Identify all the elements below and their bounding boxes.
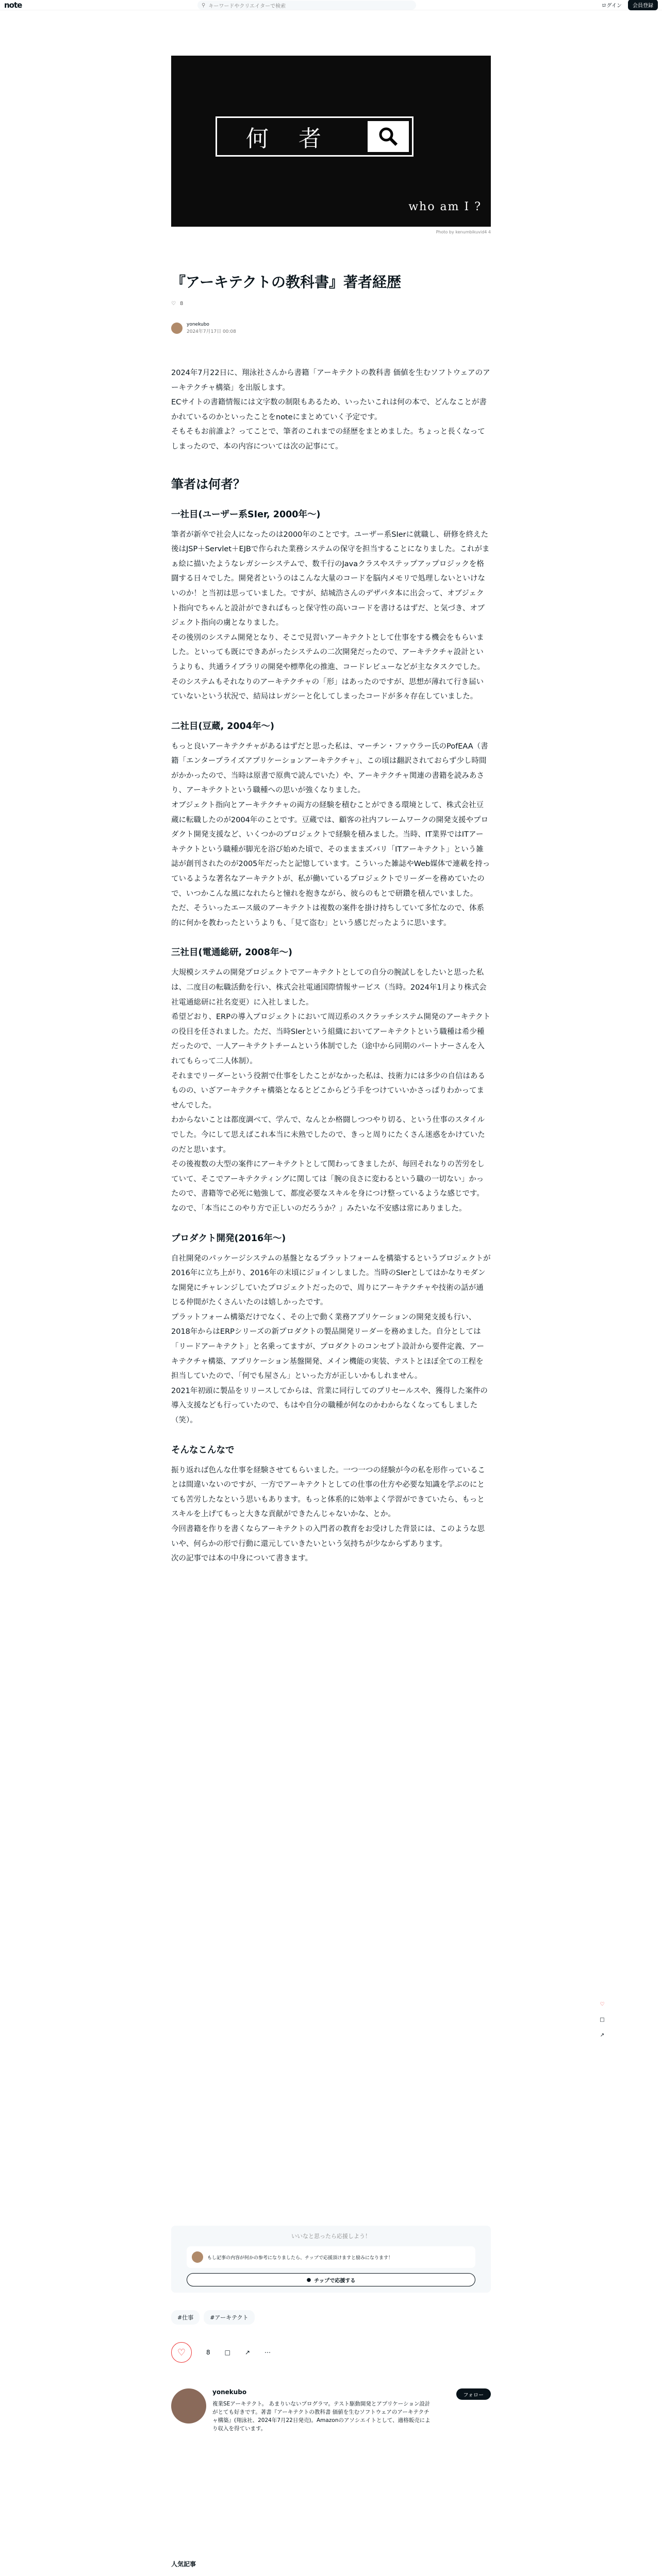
paragraph: その後別のシステム開発となり、そこで見習いアーキテクトとして仕事をする機会をもらいました。といっても既にできあがったシステムの二次開発だったので、アーキテクチャ設計というよりも、共通ライブラリの開発や標準化の推進、コードレビューなどが主なタスクでした。そのシステムもそれなりのアーキテクチャの「形」はあったのですが、思想が薄れて行き届いていないという状況で、結局はレガシーと化してしまったコードが多々存在していました。 [171, 633, 485, 701]
subsection-heading: 三社目(電通総研, 2008年〜) [171, 947, 292, 958]
popular-articles [171, 2560, 491, 2576]
paragraph: 振り返れば色んな仕事を経験させてもらいました。一つ一つの経験が今の私を形作っていることは間違いないのですが、一方でアーキテクトとしての仕事の仕方や必要な知識を学ぶのにとても苦労したなという思いもあります。もっと体系的に効率よく学習ができていたら、もっとスキルを上げてもっと大きな貢献ができたんじゃないかな、とか。 [171, 1466, 485, 1519]
profile-bio: 複業SEアーキテクト。 あまりいないプログラマ。テスト駆動開発とアプリケーション設計がとても好きです。著書『アーキテクトの教科書 価値を生むソフトウェアのアーキテクチャ構築』(翔泳社、2024年7月22日発売)。Amazonのアソシエイトとして、適格販売により収入を得ています。 [212, 2401, 431, 2432]
tip-button-label: チップで応援する [314, 2278, 356, 2284]
note-logo[interactable]: note [4, 0, 22, 10]
search-placeholder: キーワードやクリエイターで検索 [208, 3, 286, 9]
subsection-heading: そんなこんなで [171, 1445, 235, 1455]
popular-title: 人気記事 [171, 2561, 196, 2568]
global-header [0, 0, 662, 10]
search-icon: ⚲ [202, 2, 206, 8]
like-summary [171, 301, 491, 307]
avatar [192, 2251, 203, 2263]
subsection-heading: 二社目(豆蔵, 2004年〜) [171, 721, 274, 732]
avatar[interactable] [171, 2388, 206, 2424]
like-button[interactable]: ♡ [171, 2342, 192, 2363]
paragraph: 自社開発のパッケージシステムの基盤となるプラットフォームを構築するというプロジェクトが2016年に立ち上がり、2016年の末頃にジョインしました。当時のSIerとしてはかなりモダンな開発にチャレンジしていたプロジェクトだったので、周りにアーキテクチャや技術の話が通じる仲間がたくさんいたのは嬉しかったです。 [171, 1254, 491, 1307]
comment-icon[interactable]: □ [600, 2016, 605, 2023]
support-message [187, 2246, 475, 2268]
author-profile [171, 2388, 491, 2433]
subsection-heading: プロダクト開発(2016年〜) [171, 1233, 286, 1244]
share-icon[interactable]: ↗ [244, 2349, 251, 2356]
tag[interactable]: #アーキテクト [204, 2310, 254, 2325]
action-bar [171, 2342, 491, 2363]
hero-kanji: 何 者 [246, 126, 333, 152]
paragraph: 大規模システムの開発プロジェクトでアーキテクトとしての自分の腕試しをしたいと思った私は、二度目の転職活動を行い、株式会社電通国際情報サービス（当時。2024年1月より株式会社電通総研に社名変更）に入社しました。 [171, 969, 487, 1007]
tag[interactable]: #仕事 [171, 2310, 200, 2325]
paragraph: 次の記事では本の中身について書きます。 [171, 1554, 313, 1563]
article-body [171, 366, 491, 1566]
paragraph: 希望どおり、ERPの導入プロジェクトにおいて周辺系のスクラッチシステム開発のアーキテクトの役目を任されました。ただ、当時SIerという組織においてアーキテクトという職種は希少種だったので、一人アーキテクトチームという体制でした（途中から同期のパートナーさんを入れてもらって二人体制）。 [171, 1013, 491, 1065]
like-count: 8 [206, 2349, 210, 2356]
heart-icon[interactable]: ♡ [171, 301, 176, 307]
floating-actions [597, 1999, 607, 2040]
avatar[interactable] [171, 323, 183, 334]
publish-date: 2024年7月17日 00:08 [187, 329, 236, 334]
photo-credit[interactable]: Photo by kenumbikuvid4 4 [436, 230, 491, 234]
tip-button[interactable] [187, 2273, 475, 2286]
comment-icon[interactable]: □ [224, 2349, 230, 2356]
paragraph: その後複数の大型の案件にアーキテクトとして関わってきましたが、毎回それなりの苦労をしていて、そこでアーキテクティングに関しては「腕の良さに変わるという職の一切ない」かったので、書籍等で必死に勉強して、都度必要なスキルを身につけ整っているような感じです。なので、「本当にこのやり方で正しいのだろうか？」みたいな不安感は常にありました。 [171, 1160, 485, 1213]
paragraph: オブジェクト指向とアーキテクチャの両方の経験を積むことができる環境として、株式会社豆蔵に転職したのが2004年のことです。豆蔵では、顧客の社内フレームワークの開発支援やプロダクト開発支援など、いくつかのプロジェクトで経験を積みました。当時、IT業界ではITアーキテクトという職種が脚光を浴び始めた頃で、そのまままズバリ「ITアーキテクト」という雑誌が創刊されたのが2005年だったと記憶しています。こういった雑誌やWeb媒体で連載を持っているような著名なアーキテクトが、私が働いているプロジェクトでリーダーを務めていたので、いつかこんな風になれたらと憧れを抱きながら、彼らのもとで研鑽を積んでいました。 [171, 801, 490, 898]
paragraph: 筆者が新卒で社会人になったのは2000年のことです。ユーザー系SIerに就職し、研修を終えた後はJSP＋Servlet＋EJBで作られた業務システムの保守を担当することになりました。これがまぁ絵に描いたようなレガシーシステムで、数千行のJavaクラスやステップアップロジックを格闘する日々でした。開発者というのはこんな大量のコードを脳内メモリで処理しないといけないのか！と当初は思っていました。ですが、結城浩さんのデザパタ本に出会って、オブジェクト指向でちゃんと設計ができればもっと保守性の高いコードを書けるはずだ、と気づき、オブジェクト指向の虜となりました。 [171, 530, 490, 628]
search-input[interactable] [197, 1, 416, 10]
section-heading: 筆者は何者？ [171, 477, 245, 492]
tag-list [171, 2310, 491, 2325]
hero-image [171, 56, 491, 227]
follow-button[interactable]: フォロー [456, 2388, 491, 2400]
paragraph: プラットフォーム構築だけでなく、その上で動く業務アプリケーションの開発支援も行い、2018年からはERPシリーズの新プロダクトの製品開発リーダーを務めました。自分としては「リードアーキテクト」と名乗ってますが、プロダクトのコンセプト設計から要件定義、アーキテクチャ構築、アプリケーション基盤開発、メイン機能の実装、テストとほぼ全ての工程を担当していたので、「何でも屋さん」といった方が正しいかもしれません。 [171, 1313, 485, 1381]
subsection-heading: 一社目(ユーザー系SIer, 2000年〜) [171, 509, 321, 520]
intro-paragraph: ECサイトの書籍情報には文字数の制限もあるため、いったいこれは何の本で、どんなことが書かれているのかといったことをnoteにまとめていく予定です。 [171, 398, 487, 421]
login-link[interactable]: ログイン [601, 3, 622, 9]
author-block [171, 321, 491, 334]
article-title: 『アーキテクトの教科書』著者経歴 [171, 274, 402, 291]
like-count: 8 [179, 301, 184, 307]
support-text: もし記事の内容が何かの参考になりましたら、チップで応援頂けますと励みになります！ [207, 2255, 393, 2261]
paragraph: 2021年初頭に製品をリリースしてからは、営業に同行してのプリセールスや、獲得した案件の導入支援なども行っていたので、もはや自分の職種が何なのかわからなくなってもしました（笑）。 [171, 1386, 488, 1425]
paragraph: それまでリーダーという役割で仕事をしたことがなかった私は、技術力には多少の自信はあるものの、いざアーキテクチャ構築となるとどこからどう手をつけていいかさっぱりわかってませんでした。 [171, 1072, 485, 1110]
author-name[interactable]: yonekubo [187, 322, 209, 327]
register-button[interactable]: 会員登録 [628, 0, 658, 10]
share-icon[interactable]: ↗ [600, 2032, 605, 2038]
paragraph: わからないことは都度調べて、学んで、なんとか格闘しつつやり切る、という仕事のスタイルでした。今にして思えばこれ本当に未熟でしたので、きっと周りにたくさん迷惑をかけていたのだと思います。 [171, 1116, 485, 1154]
paragraph: もっと良いアーキテクチャがあるはずだと思った私は、マーチン・ファウラー氏のPofEAA（書籍「エンタープライズアプリケーションアーキテクチャ」、この頃は翻訳されておらず少し時間がかかったので、当時は原書で原典で読んでいた）や、アーキテクチャ関連の書籍を読みあさり、アーキテクトという職種への思いが強くなりました。 [171, 742, 488, 795]
support-box [171, 2226, 491, 2293]
heart-icon[interactable]: ♡ [600, 2001, 605, 2007]
intro-paragraph: 2024年7月22日に、翔泳社さんから書籍「アーキテクトの教科書 価値を生むソフトウェアのアーキテクチャ構築」を出版します。 [171, 369, 490, 392]
hero-caption: who am I ? [408, 200, 482, 213]
profile-name[interactable]: yonekubo [212, 2388, 247, 2396]
intro-paragraph: そもそもお前誰よ？ってことで、筆者のこれまでの経歴をまとめました。ちょっと長くなってしまったので、本の内容については次の記事にて。 [171, 428, 485, 451]
search-box-graphic [216, 116, 413, 157]
more-icon[interactable]: ⋯ [264, 2349, 271, 2356]
tip-icon: ● [306, 2277, 311, 2283]
paragraph: ただ、そういったエース級のアーキテクトは複数の案件を掛け持ちしていて多忙なので、体系的に何かを教わったというよりも、「見て盗む」という感じだったように思います。 [171, 904, 484, 927]
support-title: いいなと思ったら応援しよう！ [291, 2233, 371, 2240]
paragraph: 今回書籍を作りを書くならアーキテクトの入門者の教育をお受けした背景には、このような思いや、何らかの形で行動に還元していきたいという気持ちが少なからずあります。 [171, 1525, 485, 1548]
magnifier-icon [368, 121, 409, 152]
